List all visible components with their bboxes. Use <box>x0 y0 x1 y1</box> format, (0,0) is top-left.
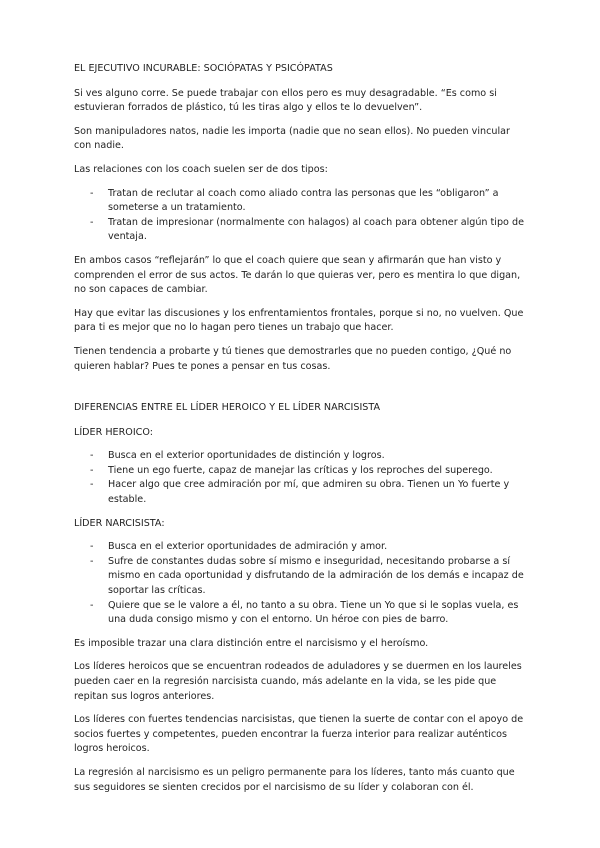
heroic-leader-list <box>74 449 530 507</box>
section-spacer <box>74 383 530 401</box>
paragraph: Tienen tendencia a probarte y tú tienes que demostrarles que no pueden contigo, ¿Qué no quieren hablar? Pues te pones a pensar en tus cosas. <box>74 345 512 372</box>
paragraph: Los líderes heroicos que se encuentran rodeados de aduladores y se duermen en los laureles pueden caer en la regresión narcisista cuando, más adelante en la vida, se les pide que repitan sus logros anteriores. <box>74 661 522 702</box>
list-item: - Busca en el exterior oportunidades de distinción y logros. <box>74 449 530 464</box>
list-item: - Hacer algo que cree admiración por mí, que admiren su obra. Tienen un Yo fuerte y estable. <box>74 478 530 507</box>
list-item: - Sufre de constantes dudas sobre sí mismo e inseguridad, necesitando probarse a sí mismo en cada oportunidad y disfrutando de la admiración de los demás e incapaz de soportar las críticas. <box>74 555 530 599</box>
paragraph: Las relaciones con los coach suelen ser de dos tipos: <box>74 163 328 175</box>
section-title-leaders: DIFERENCIAS ENTRE EL LÍDER HEROICO Y EL LÍDER NARCISISTA <box>74 402 381 414</box>
paragraph: La regresión al narcisismo es un peligro permanente para los líderes, tanto más cuanto que sus seguidores se sienten crecidos por el narcisismo de su líder y colaboran con él. <box>74 766 515 793</box>
list-item: - Quiere que se le valore a él, no tanto a su obra. Tiene un Yo que si le soplas vuela, es una duda consigo mismo y con el entorno. Un héroe con pies de barro. <box>74 599 530 628</box>
paragraph: En ambos casos “reflejarán” lo que el coach quiere que sean y afirmarán que han visto y comprenden el error de sus actos. Te darán lo que quieras ver, pero es mentira lo que digan, no son capaces de cambiar. <box>74 254 521 296</box>
list-item: - Busca en el exterior oportunidades de admiración y amor. <box>74 540 530 555</box>
list-item: - Tratan de impresionar (normalmente con halagos) al coach para obtener algún tipo de ventaja. <box>74 216 530 245</box>
coach-relations-list <box>74 187 530 245</box>
narcissist-leader-list <box>74 540 530 628</box>
paragraph: Hay que evitar las discusiones y los enfrentamientos frontales, porque si no, no vuelven. Que para ti es mejor que no lo hagan pero tienes un trabajo que hacer. <box>74 307 524 334</box>
paragraph: Son manipuladores natos, nadie les importa (nadie que no sean ellos). No pueden vincular con nadie. <box>74 125 510 152</box>
section-title-sociopaths: EL EJECUTIVO INCURABLE: SOCIÓPATAS Y PSICÓPATAS <box>74 63 333 74</box>
subheading-heroic-leader: LÍDER HEROICO: <box>74 426 153 438</box>
subheading-narcissist-leader: LÍDER NARCISISTA: <box>74 517 165 529</box>
paragraph: Si ves alguno corre. Se puede trabajar con ellos pero es muy desagradable. “Es como si estuvieran forrados de plástico, tú les tiras algo y ellos te lo devuelven”. <box>74 87 497 114</box>
list-item: - Tratan de reclutar al coach como aliado contra las personas que les “obligaron” a someterse a un tratamiento. <box>74 187 530 216</box>
paragraph: Los líderes con fuertes tendencias narcisistas, que tienen la suerte de contar con el apoyo de socios fuertes y competentes, pueden encontrar la fuerza interior para realizar auténticos logros heroicos. <box>74 714 524 755</box>
paragraph: Es imposible trazar una clara distinción entre el narcisismo y el heroísmo. <box>74 637 429 649</box>
list-item: - Tiene un ego fuerte, capaz de manejar las críticas y los reproches del superego. <box>74 464 530 479</box>
